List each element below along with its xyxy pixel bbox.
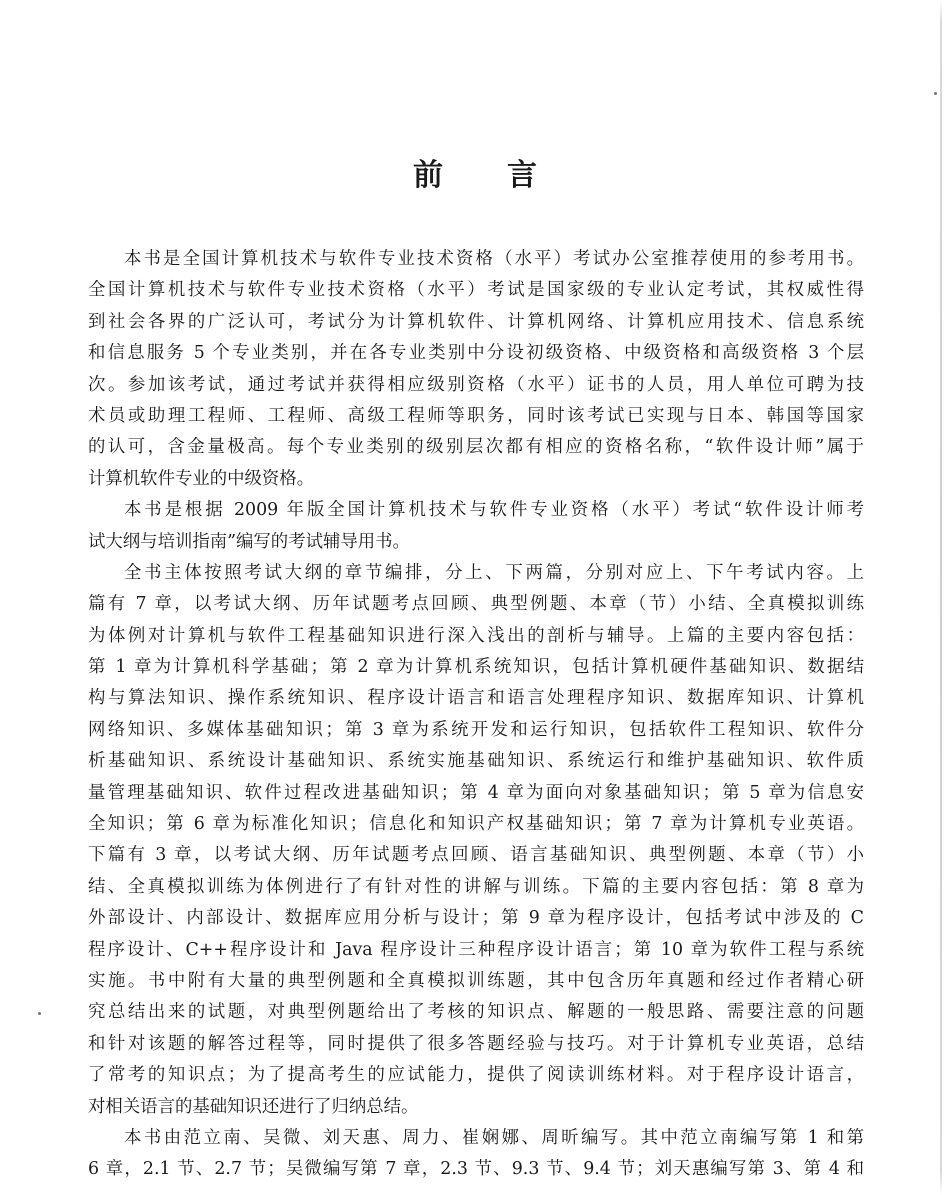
text-line: 第 1 章为计算机科学基础；第 2 章为计算机系统知识，包括计算机硬件基础知识、数据结 bbox=[88, 657, 864, 678]
text-line: 外部设计、内部设计、数据库应用分析与设计；第 9 章为程序设计，包括考试中涉及的 C bbox=[88, 908, 864, 929]
text-line: 计算机软件专业的中级资格。 bbox=[88, 468, 315, 489]
text-line: 网络知识、多媒体基础知识；第 3 章为系统开发和运行知识，包括软件工程知识、软件分 bbox=[88, 719, 864, 740]
text-line: 下篇有 3 章，以考试大纲、历年试题考点回顾、语言基础知识、典型例题、本章（节）小 bbox=[88, 845, 864, 866]
text-line: 全书主体按照考试大纲的章节编排，分上、下两篇，分别对应上、下午考试内容。上 bbox=[124, 562, 864, 583]
text-line: 全国计算机技术与软件专业技术资格（水平）考试是国家级的专业认定考试，其权威性得 bbox=[88, 280, 864, 301]
text-line: 量管理基础知识、软件过程改进基础知识；第 4 章为面向对象基础知识；第 5 章为信息安 bbox=[88, 782, 864, 803]
page-title bbox=[0, 150, 950, 194]
title-char-2: 言 bbox=[507, 158, 537, 193]
text-line: 结、全真模拟训练为体例进行了有针对性的讲解与训练。下篇的主要内容包括：第 8 章为 bbox=[88, 876, 864, 897]
preface-body bbox=[88, 244, 864, 1186]
text-line: 次。参加该考试，通过考试并获得相应级别资格（水平）证书的人员，用人单位可聘为技 bbox=[88, 374, 864, 395]
scan-speck bbox=[934, 92, 937, 95]
text-line: 到社会各界的广泛认可，考试分为计算机软件、计算机网络、计算机应用技术、信息系统 bbox=[88, 311, 864, 332]
text-line: 了常考的知识点；为了提高考生的应试能力，提供了阅读训练材料。对于程序设计语言， bbox=[88, 1065, 864, 1086]
text-line: 术员或助理工程师、工程师、高级工程师等职务，同时该考试已实现与日本、韩国等国家 bbox=[88, 405, 864, 426]
text-line: 的认可，含金量极高。每个专业类别的级别层次都有相应的资格名称，“软件设计师”属于 bbox=[88, 437, 864, 458]
text-line: 和针对该题的解答过程等，同时提供了很多答题经验与技巧。对于计算机专业英语，总结 bbox=[88, 1033, 864, 1054]
text-line: 6 章，2.1 节、2.7 节；吴微编写第 7 章，2.3 节、9.3 节、9.4 节；刘天惠编写第 3、第 4 和 bbox=[88, 1159, 864, 1180]
scan-edge-shadow bbox=[940, 0, 942, 1195]
scan-speck bbox=[38, 1012, 41, 1015]
text-line: 对相关语言的基础知识还进行了归纳总结。 bbox=[88, 1096, 419, 1117]
text-line: 篇有 7 章，以考试大纲、历年试题考点回顾、典型例题、本章（节）小结、全真模拟训练 bbox=[88, 594, 864, 615]
title-char-1: 前 bbox=[413, 158, 443, 193]
text-line: 全知识；第 6 章为标准化知识；信息化和知识产权基础知识；第 7 章为计算机专业英语。 bbox=[88, 814, 864, 835]
text-line: 本书是根据 2009 年版全国计算机技术与软件专业资格（水平）考试“软件设计师考 bbox=[124, 500, 864, 521]
text-line: 和信息服务 5 个专业类别，并在各专业类别中分设初级资格、中级资格和高级资格 3 个层 bbox=[88, 343, 864, 364]
text-line: 程序设计、C++程序设计和 Java 程序设计三种程序设计语言；第 10 章为软件工程与系统 bbox=[88, 939, 864, 960]
text-line: 究总结出来的试题，对典型例题给出了考核的知识点、解题的一般思路、需要注意的问题 bbox=[88, 1002, 864, 1023]
text-line: 构与算法知识、操作系统知识、程序设计语言和语言处理程序知识、数据库知识、计算机 bbox=[88, 688, 864, 709]
text-line: 试大纲与培训指南”编写的考试辅导用书。 bbox=[88, 531, 410, 552]
text-line: 为体例对计算机与软件工程基础知识进行深入浅出的剖析与辅导。上篇的主要内容包括： bbox=[88, 625, 864, 646]
text-line: 实施。书中附有大量的典型例题和全真模拟训练题，其中包含历年真题和经过作者精心研 bbox=[88, 970, 864, 991]
text-line: 本书是全国计算机技术与软件专业技术资格（水平）考试办公室推荐使用的参考用书。 bbox=[124, 249, 864, 269]
text-line: 本书由范立南、吴微、刘天惠、周力、崔娴娜、周昕编写。其中范立南编写第 1 和第 bbox=[124, 1127, 864, 1148]
text-line: 析基础知识、系统设计基础知识、系统实施基础知识、系统运行和维护基础知识、软件质 bbox=[88, 751, 864, 772]
